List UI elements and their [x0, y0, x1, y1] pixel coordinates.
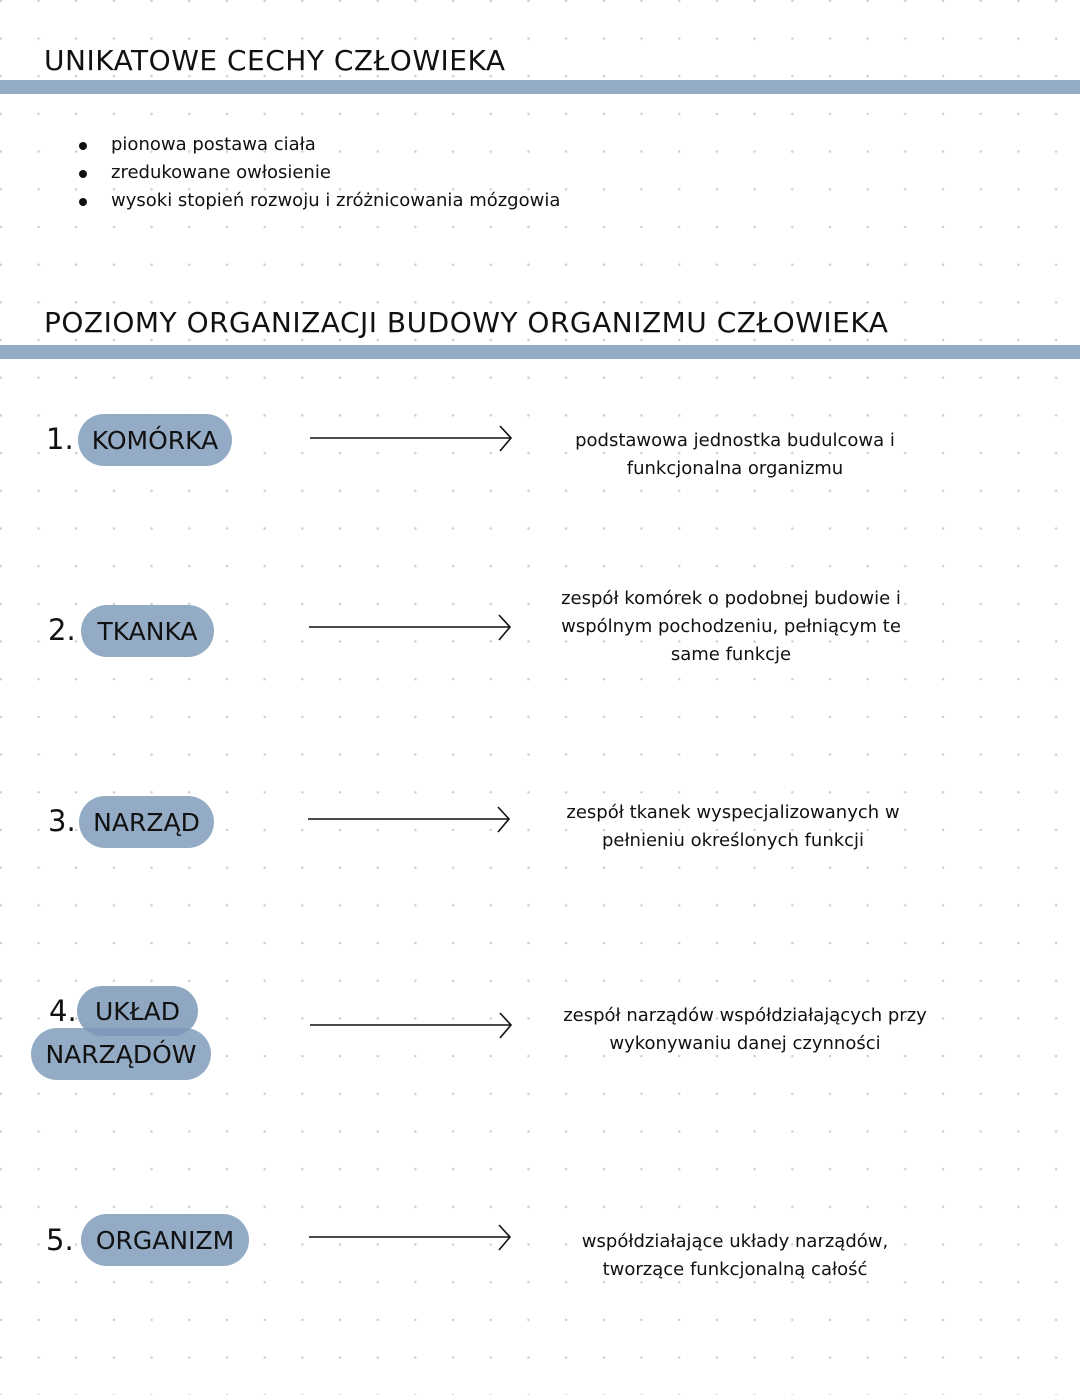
- bullet-icon: [79, 142, 87, 150]
- level-label-pill: TKANKA: [81, 605, 214, 657]
- list-item: [111, 187, 560, 215]
- unique-traits-list: [111, 131, 560, 215]
- arrow-right-icon: [309, 1223, 514, 1253]
- arrow-right-icon: [310, 1011, 515, 1041]
- level-number: 1.: [46, 422, 74, 456]
- list-item-text: pionowa postawa ciała: [111, 134, 316, 155]
- section-divider-bar: [0, 345, 1080, 359]
- level-number: 3.: [48, 804, 76, 838]
- level-label-pill: KOMÓRKA: [78, 414, 232, 466]
- level-label-pill: NARZĄD: [79, 796, 214, 848]
- section-title-organization-levels: POZIOMY ORGANIZACJI BUDOWY ORGANIZMU CZŁOWIEKA: [44, 306, 889, 339]
- bullet-icon: [79, 170, 87, 178]
- bullet-icon: [79, 198, 87, 206]
- level-description: zespół komórek o podobnej budowie i wspólnym pochodzeniu, pełniącym te same funkcje: [561, 588, 901, 665]
- arrow-right-icon: [310, 424, 515, 454]
- level-number: 4.: [49, 994, 77, 1028]
- level-label-pill-line1: UKŁAD: [77, 986, 198, 1036]
- section-title-unique-traits: UNIKATOWE CECHY CZŁOWIEKA: [44, 44, 506, 77]
- level-description: zespół tkanek wyspecjalizowanych w pełnieniu określonych funkcji: [566, 802, 900, 851]
- list-item-text: wysoki stopień rozwoju i zróżnicowania mózgowia: [111, 190, 561, 211]
- level-description: współdziałające układy narządów, tworzące funkcjonalną całość: [581, 1231, 889, 1280]
- level-label-pill-line2: NARZĄDÓW: [31, 1028, 211, 1080]
- level-number: 5.: [46, 1223, 74, 1257]
- arrow-right-icon: [308, 805, 513, 835]
- level-description: podstawowa jednostka budulcowa i funkcjonalna organizmu: [575, 430, 895, 479]
- arrow-right-icon: [309, 613, 514, 643]
- level-description: zespół narządów współdziałających przy wykonywaniu danej czynności: [563, 1005, 927, 1054]
- level-label-pill: ORGANIZM: [81, 1214, 249, 1266]
- list-item: [111, 159, 560, 187]
- list-item-text: zredukowane owłosienie: [111, 162, 331, 183]
- section-divider-bar: [0, 80, 1080, 94]
- level-number: 2.: [48, 613, 76, 647]
- list-item: [111, 131, 560, 159]
